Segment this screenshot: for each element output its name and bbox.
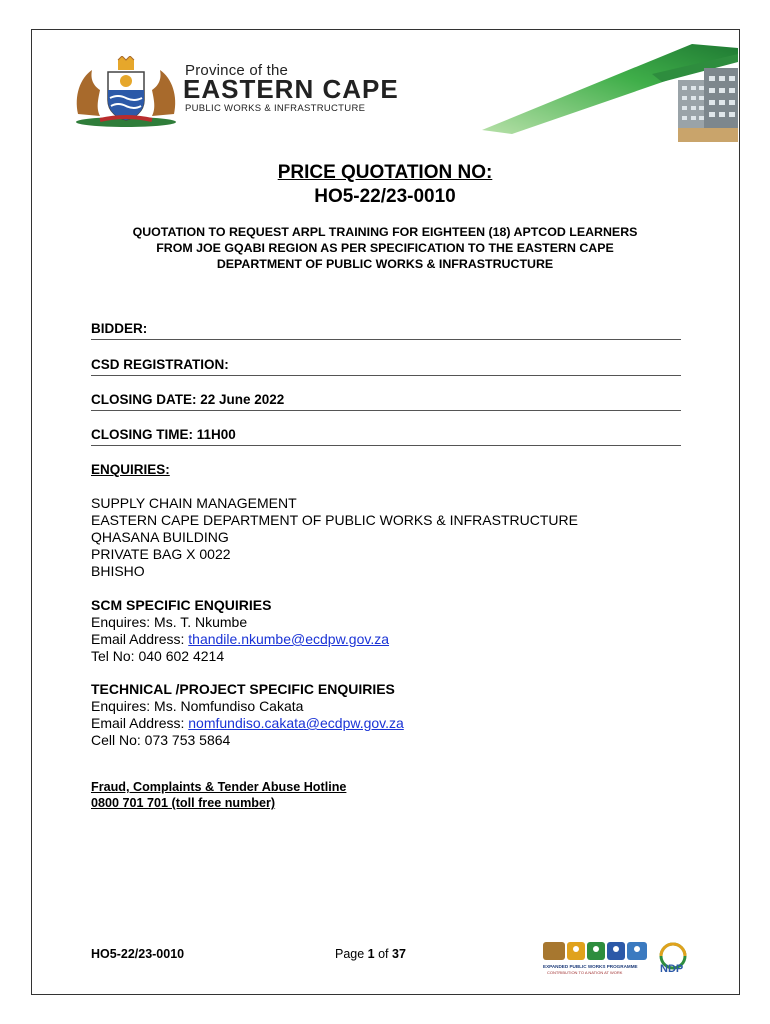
ndp-text: NDP [660,963,684,975]
fraud-hotline [91,779,346,811]
quotation-description [80,224,690,272]
eastern-cape-title: EASTERN CAPE [183,74,399,104]
description-line: DEPARTMENT OF PUBLIC WORKS & INFRASTRUCTURE [216,257,554,271]
scm-contact: Enquires: Ms. T. Nkumbe [91,614,248,630]
quotation-number: HO5-22/23-0010 [314,186,456,207]
scm-email-link[interactable]: thandile.nkumbe@ecdpw.gov.za [188,631,390,647]
address-line: BHISHO [91,563,145,579]
email-label: Email Address: [91,631,189,647]
technical-contact: Enquires: Ms. Nomfundiso Cakata [91,698,304,714]
fraud-hotline-number: 0800 701 701 (toll free number) [91,796,276,810]
address-line: SUPPLY CHAIN MANAGEMENT [91,495,297,511]
csd-registration-field: CSD REGISTRATION: [91,357,681,376]
department-line: PUBLIC WORKS & INFRASTRUCTURE [185,103,366,114]
coat-of-arms-icon [70,56,182,128]
scm-email-row [91,631,389,648]
closing-time-field: CLOSING TIME: 11H00 [91,427,681,446]
epwp-ndp-logo-icon [541,940,691,980]
address-line: EASTERN CAPE DEPARTMENT OF PUBLIC WORKS & INFRASTRUCTURE [91,512,578,528]
footer-reference: HO5-22/23-0010 [91,947,185,961]
bidder-field: BIDDER: [91,321,681,340]
email-label: Email Address: [91,715,189,731]
enquiries-address [91,495,578,580]
page-number: Page 1 of 37 [335,947,406,961]
address-line: PRIVATE BAG X 0022 [91,546,231,562]
epwp-subtext: CONTRIBUTION TO A NATION AT WORK [547,970,623,975]
quotation-title: PRICE QUOTATION NO: [277,162,493,183]
epwp-text: EXPANDED PUBLIC WORKS PROGRAMME [543,964,638,969]
closing-date-field: CLOSING DATE: 22 June 2022 [91,392,681,411]
technical-email-link[interactable]: nomfundiso.cakata@ecdpw.gov.za [188,715,404,731]
fraud-hotline-title: Fraud, Complaints & Tender Abuse Hotline [91,780,347,794]
scm-enquiries-block [91,597,389,665]
address-line: QHASANA BUILDING [91,529,229,545]
description-line: QUOTATION TO REQUEST ARPL TRAINING FOR EIGHTEEN (18) APTCOD LEARNERS [132,225,638,239]
scm-heading: SCM SPECIFIC ENQUIRIES [91,597,272,613]
technical-cell: Cell No: 073 753 5864 [91,732,231,748]
description-line: FROM JOE GQABI REGION AS PER SPECIFICATION TO THE EASTERN CAPE [156,241,614,255]
scm-tel: Tel No: 040 602 4214 [91,648,225,664]
enquiries-heading: ENQUIRIES: [91,462,170,477]
technical-email-row [91,715,404,732]
technical-enquiries-block [91,681,404,749]
province-line: Province of the [185,62,289,79]
technical-heading: TECHNICAL /PROJECT SPECIFIC ENQUIRIES [91,681,395,697]
building-swoosh-graphic [482,42,738,144]
